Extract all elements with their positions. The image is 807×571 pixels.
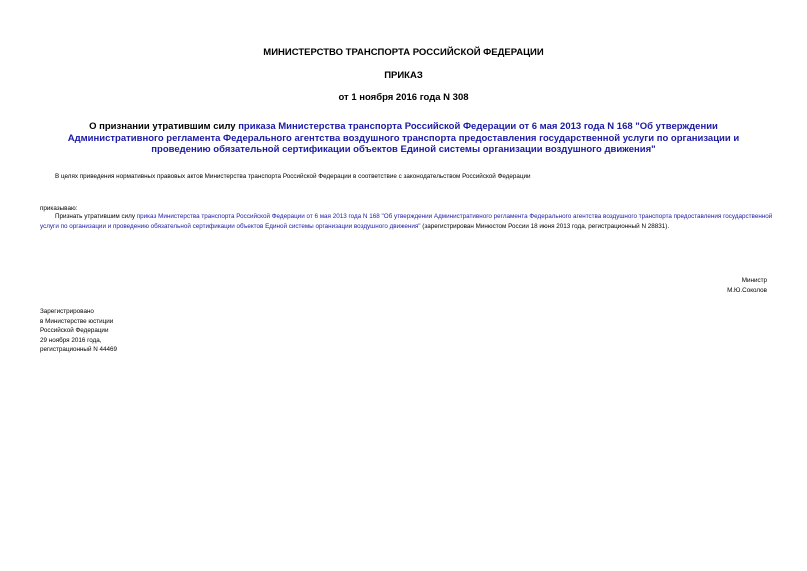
registration-line: в Министерстве юстиции (40, 317, 114, 325)
registration-block (40, 307, 117, 355)
document-type: ПРИКАЗ (384, 70, 423, 81)
body-prefix: Признать утратившим силу (55, 213, 137, 220)
order-date-number: от 1 ноября 2016 года N 308 (338, 92, 469, 103)
registration-line: Зарегистрировано (40, 308, 94, 315)
preamble-text: В целях приведения нормативных правовых актов Министерства транспорта Российской Федерации в соответствие с законодательством Российской Федерации (55, 173, 531, 180)
order-title (50, 121, 757, 156)
signature-block (727, 276, 767, 295)
title-prefix: О признании утратившим силу (89, 121, 239, 132)
signature-position: Министр (741, 277, 767, 284)
registration-line: регистрационный N 44469 (40, 346, 118, 353)
registration-line: Российской Федерации (40, 327, 109, 334)
order-body (40, 212, 778, 231)
registration-line: 29 ноября 2016 года, (40, 336, 102, 344)
ministry-heading: МИНИСТЕРСТВО ТРАНСПОРТА РОССИЙСКОЙ ФЕДЕРАЦИИ (263, 47, 544, 58)
orders-word: приказываю: (40, 205, 78, 212)
signature-name: М.Ю.Соколов (727, 286, 767, 294)
body-suffix: (зарегистрирован Минюстом России 18 июня 2013 года, регистрационный N 28831). (420, 222, 670, 230)
body-link[interactable]: приказ Министерства транспорта Российской Федерации от 6 мая 2013 года N 168 "Об утверждении Административного регламента Федерального агентства воздушного транспорта предоставления государственной услуги по организации и проведению обязательной сертификации объектов Единой системы организации воздушного движения" (40, 213, 773, 230)
title-link[interactable]: приказа Министерства транспорта Российской Федерации от 6 мая 2013 года N 168 "Об утверждении Административного регламента Федерального агентства воздушного транспорта предоставления государственной услуги по организации и проведению обязательной сертификации объектов Единой системы организации воздушного движения" (67, 121, 740, 155)
